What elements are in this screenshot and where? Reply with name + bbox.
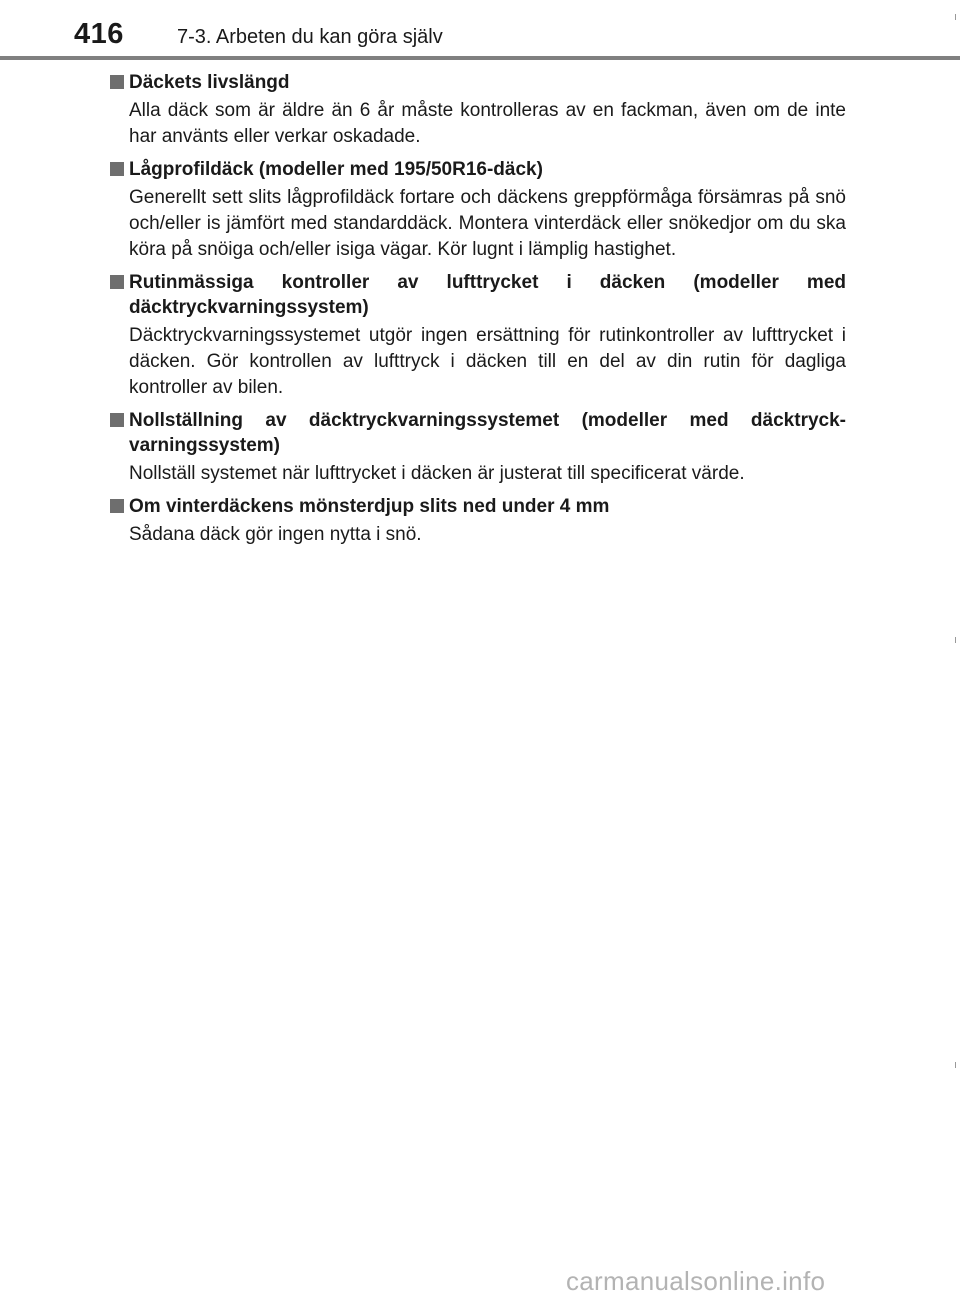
section-heading-text: Nollställning av däcktryckvarningssystemet (modeller med däcktryckvarningssystem) (129, 410, 846, 456)
edge-crop-mark (955, 637, 956, 643)
watermark: carmanualsonline.info (566, 1266, 826, 1296)
section-tpws-reset (110, 408, 846, 487)
section-heading (110, 70, 846, 95)
section-heading-text: Rutinmässiga kontroller av lufttrycket i däcken (modeller med däcktryckvarningssystem) (129, 272, 846, 318)
edge-crop-mark (955, 14, 956, 20)
section-tire-lifespan (110, 70, 846, 150)
section-body: Generellt sett slits lågprofildäck fortare och däckens greppförmåga försämras på snö och/eller is jämfört med standarddäck. Montera vinterdäck eller snökedjor om du ska köra på snöiga och/eller isiga vägar. Kör lugnt i lämplig hastighet. (129, 187, 846, 260)
page-header (0, 0, 960, 62)
section-heading (110, 157, 846, 182)
section-low-profile-tires (110, 157, 846, 263)
square-bullet-icon (110, 413, 124, 427)
square-bullet-icon (110, 75, 124, 89)
square-bullet-icon (110, 275, 124, 289)
header-divider (0, 56, 960, 60)
section-body: Nollställ systemet när lufttrycket i däcken är justerat till specificerat värde. (129, 463, 745, 484)
edge-crop-mark (955, 1062, 956, 1068)
section-heading (110, 270, 846, 320)
section-winter-tread-depth (110, 494, 846, 548)
page-number: 416 (74, 18, 124, 50)
section-routine-pressure-checks (110, 270, 846, 401)
square-bullet-icon (110, 499, 124, 513)
square-bullet-icon (110, 162, 124, 176)
section-body: Däcktryckvarningssystemet utgör ingen ersättning för rutinkontroller av lufttrycket i däcken. Gör kontrollen av lufttryck i däcken till en del av din rutin för dagliga kontroller av bilen. (129, 325, 846, 398)
section-heading-text: Lågprofildäck (modeller med 195/50R16-däck) (129, 159, 543, 180)
section-body: Alla däck som är äldre än 6 år måste kontrolleras av en fackman, även om de inte har använts eller verkar oskadade. (129, 100, 846, 147)
chapter-title: 7-3. Arbeten du kan göra själv (177, 26, 443, 48)
section-heading (110, 408, 846, 458)
section-heading-text: Däckets livslängd (129, 72, 290, 93)
section-heading-text: Om vinterdäckens mönsterdjup slits ned under 4 mm (129, 496, 610, 517)
section-body: Sådana däck gör ingen nytta i snö. (129, 524, 422, 545)
section-heading (110, 494, 846, 519)
page-content (110, 70, 846, 555)
